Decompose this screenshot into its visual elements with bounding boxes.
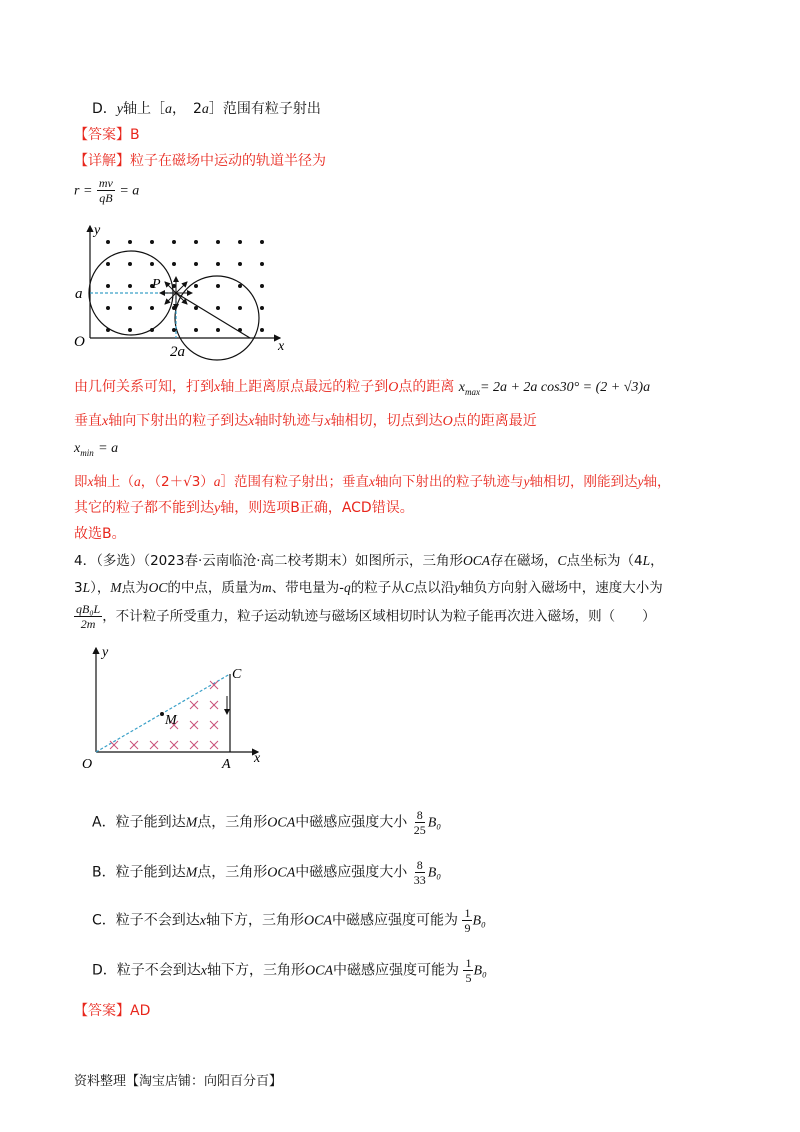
q3-option-d: D．y轴上［a， 2a］范围有粒子射出: [92, 101, 321, 117]
field-dot: [216, 262, 220, 266]
figure-triangle-field: [72, 644, 272, 774]
field-dot: [128, 306, 132, 310]
field-dot: [238, 240, 242, 244]
field-dot: [106, 240, 110, 244]
fig2-y-label: y: [102, 645, 109, 660]
fig1-p-label: P: [152, 277, 161, 292]
fig2-origin-label: O: [82, 757, 93, 772]
detail-line-3: 即x轴上（a，（2＋√3）a］范围有粒子射出；垂直x轴向下射出的粒子轨迹与y轴相切，刚能到达y轴，: [74, 474, 671, 490]
field-dot: [260, 328, 264, 332]
field-dot: [260, 240, 264, 244]
field-cross: [150, 741, 158, 749]
field-dot: [194, 240, 198, 244]
fig1-a-label: a: [75, 286, 83, 302]
field-dot: [128, 262, 132, 266]
fig1-x-label: x: [278, 339, 285, 354]
field-dot: [150, 262, 154, 266]
field-dot: [150, 240, 154, 244]
field-dot: [216, 328, 220, 332]
field-dot: [106, 262, 110, 266]
field-dot: [238, 262, 242, 266]
field-dot: [150, 306, 154, 310]
field-cross: [190, 701, 198, 709]
field-dot: [106, 284, 110, 288]
figure-circular-orbits: [72, 222, 292, 362]
detail-line-1: 由几何关系可知，打到x轴上距离原点最远的粒子到O点的距离 $x_{max}= 2a + 2a$ cos30° = (2 + √3)a: [74, 379, 651, 397]
q4-line-3: $\frac{\text{qB₀L}}{2m}$ ，不计粒子所受重力，粒子运动轨迹与磁场区域相切时认为粒子能再次进入磁场，则（ ）: [76, 602, 656, 631]
field-cross: [210, 681, 218, 689]
field-cross: [210, 701, 218, 709]
fig2-x-label: x: [254, 751, 261, 766]
detail-line-5: 故选B。: [74, 526, 126, 542]
xmin-formula: $x_{min} = a$: [74, 441, 119, 458]
option-c: C．粒子不会到达x轴下方，三角形OCA中磁感应强度可能为 $\frac{1}{9}$ B₀: [92, 906, 486, 935]
field-dot: [260, 284, 264, 288]
fig2-m-label: M: [165, 713, 177, 728]
field-dot: [194, 284, 198, 288]
detail-line-4: 其它的粒子都不能到达y轴，则选项B正确，ACD错误。: [74, 500, 414, 516]
field-cross: [170, 741, 178, 749]
field-cross: [190, 741, 198, 749]
field-dot: [128, 284, 132, 288]
fig1-y-label: y: [94, 223, 101, 238]
field-dot: [172, 240, 176, 244]
field-cross: [210, 721, 218, 729]
fig1-2a-label: 2a: [170, 344, 185, 360]
field-dot: [238, 284, 242, 288]
radius-formula: r = $\frac{mv}{qB}$ = a: [74, 176, 140, 205]
q3-answer: 【答案】B: [74, 127, 140, 143]
field-dot: [260, 306, 264, 310]
fig2-c-label: C: [232, 667, 242, 682]
field-dot: [172, 262, 176, 266]
field-dot: [106, 306, 110, 310]
option-d: D．粒子不会到达x轴下方，三角形OCA中磁感应强度可能为 $\frac{1}{5}$ B₀: [92, 956, 487, 985]
field-dot: [194, 262, 198, 266]
field-dot: [238, 306, 242, 310]
field-dot: [128, 328, 132, 332]
fig1-origin-label: O: [74, 334, 85, 350]
field-dot: [128, 240, 132, 244]
q4-answer: 【答案】AD: [74, 1003, 151, 1019]
field-dot: [172, 328, 176, 332]
fig2-a-label: A: [222, 757, 231, 772]
option-b: B．粒子能到达M点，三角形OCA中磁感应强度大小 $\frac{8}{33}$ B₀: [92, 858, 442, 887]
detail-line-2: 垂直x轴向下射出的粒子到达x轴时轨迹与x轴相切，切点到达O点的距离最近: [74, 413, 537, 429]
field-dot: [260, 262, 264, 266]
field-dot: [216, 240, 220, 244]
field-cross: [130, 741, 138, 749]
field-cross: [190, 721, 198, 729]
field-cross: [210, 741, 218, 749]
field-dot: [194, 328, 198, 332]
q4-line-2: 3L），M点为OC的中点，质量为m、带电量为-q的粒子从C点以沿y轴负方向射入磁场中，速度大小为: [74, 580, 663, 596]
q4-line-1: 4．（多选）（2023春·云南临沧·高二校考期末）如图所示，三角形OCA存在磁场，C点坐标为（4L，: [74, 553, 664, 569]
q3-detail-intro: 【详解】粒子在磁场中运动的轨道半径为: [74, 153, 326, 169]
footer: 资料整理【淘宝店铺：向阳百分百】: [74, 1074, 283, 1089]
option-a: A．粒子能到达M点，三角形OCA中磁感应强度大小 $\frac{8}{25}$ B₀: [92, 808, 442, 837]
field-dot: [216, 284, 220, 288]
field-dot: [216, 306, 220, 310]
